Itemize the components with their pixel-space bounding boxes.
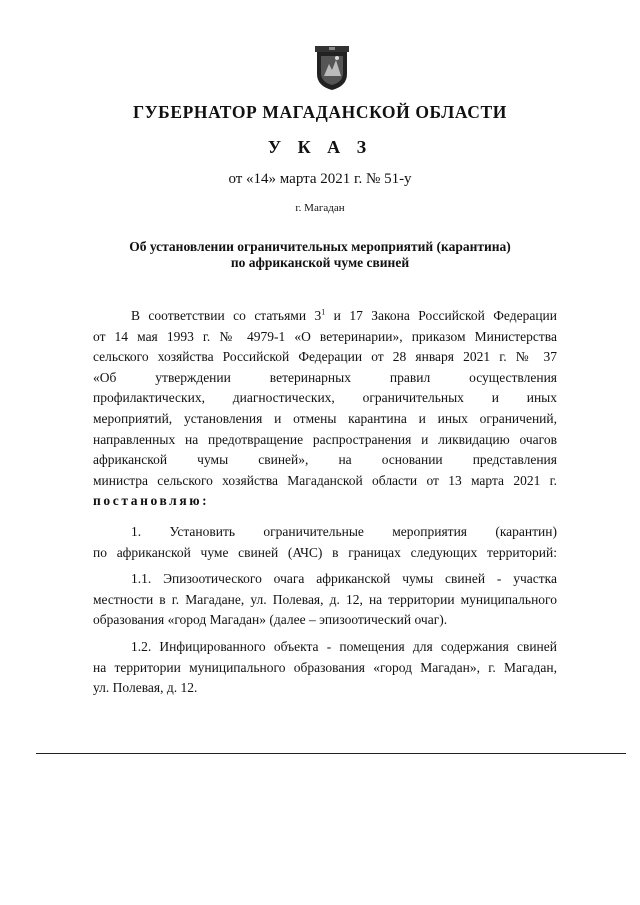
item-line: 1. Установить ограничительные мероприятия (карантин) bbox=[131, 524, 557, 539]
decree-subject bbox=[0, 239, 640, 271]
document-type-title: У К А З bbox=[267, 137, 373, 157]
preamble-line: африканской чумы свиней», на основании представления bbox=[93, 452, 557, 468]
preamble-line: от 14 мая 1993 г. № 4979-1 «О ветеринарии», приказом Министерства bbox=[93, 328, 557, 344]
preamble-line: профилактических, диагностических, ограничительных и иных bbox=[93, 390, 557, 406]
preamble-line: мероприятий, установления и отмены карантина и иных ограничений, bbox=[93, 410, 557, 426]
item-line: образования «город Магадан» (далее – эпизоотический очаг). bbox=[93, 612, 448, 628]
item-line: местности в г. Магадане, ул. Полевая, д. 12, на территории муниципального bbox=[93, 591, 557, 607]
governor-title: ГУБЕРНАТОР МАГАДАНСКОЙ ОБЛАСТИ bbox=[132, 102, 507, 122]
preamble-line: сельского хозяйства Российской Федерации от 28 января 2021 г. № 37 bbox=[93, 349, 557, 365]
preamble-text: В соответствии со статьями 3 bbox=[131, 308, 322, 323]
preamble-line bbox=[93, 306, 557, 327]
footer-divider bbox=[36, 753, 626, 754]
item-line: 1.1. Эпизоотического очага африканской чумы свиней - участка bbox=[131, 571, 557, 587]
issuing-city: г. Магадан bbox=[295, 202, 345, 214]
item-1-2 bbox=[93, 637, 557, 699]
item-line: на территории муниципального образования «город Магадан», г. Магадан, bbox=[93, 659, 557, 675]
resolution-word: постановляю: bbox=[93, 493, 210, 509]
item-1-1 bbox=[93, 569, 557, 631]
preamble-line: «Об утверждении ветеринарных правил осуществления bbox=[93, 369, 557, 385]
preamble-line: министра сельского хозяйства Магаданской области от 13 марта 2021 г. bbox=[93, 472, 557, 488]
subject-line-1: Об установлении ограничительных мероприятий (карантина) bbox=[129, 239, 511, 254]
item-line: 1.2. Инфицированного объекта - помещения для содержания свиней bbox=[131, 638, 557, 654]
preamble-paragraph bbox=[93, 306, 557, 512]
item-line: по африканской чуме свиней (АЧС) в границах следующих территорий: bbox=[93, 544, 557, 560]
item-1 bbox=[93, 522, 557, 563]
preamble-line: направленных на предотвращение распространения и ликвидацию очагов bbox=[93, 431, 557, 447]
subject-line-2: по африканской чуме свиней bbox=[230, 255, 410, 270]
decree-items bbox=[93, 522, 557, 705]
coat-of-arms-icon bbox=[315, 46, 349, 90]
item-line: ул. Полевая, д. 12. bbox=[93, 680, 198, 696]
preamble-text: и 17 Закона Российской Федерации bbox=[325, 308, 557, 323]
coat-of-arms-emblem bbox=[315, 46, 349, 90]
superscript: 1 bbox=[321, 307, 326, 317]
decree-date-number: от «14» марта 2021 г. № 51-у bbox=[228, 171, 412, 187]
